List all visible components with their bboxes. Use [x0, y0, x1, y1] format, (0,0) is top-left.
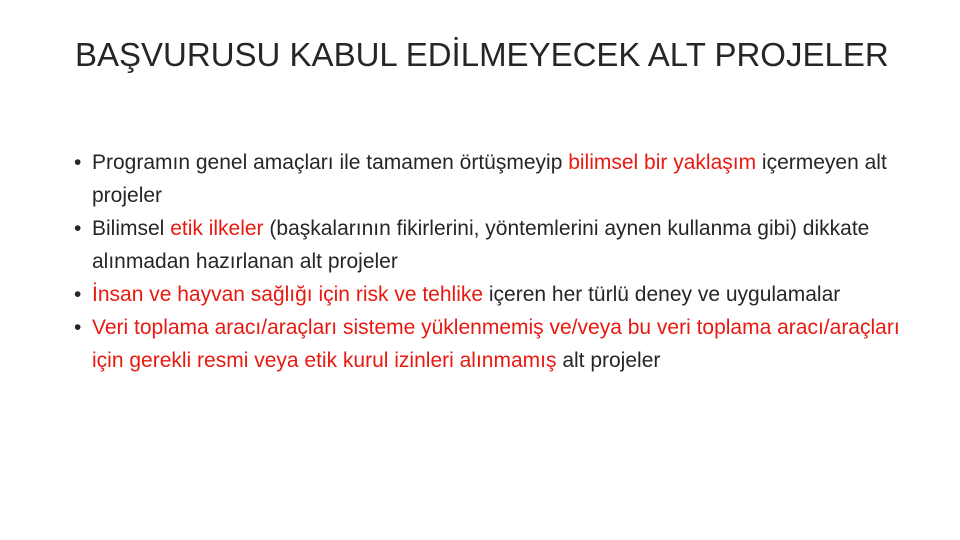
highlight-segment: etik ilkeler [170, 217, 264, 240]
text-segment: Bilimsel [92, 217, 171, 240]
bullet-item [74, 212, 914, 278]
bullet-list [74, 146, 914, 377]
highlight-segment: Veri toplama aracı/araçları sisteme yüklenmemiş ve/veya bu veri toplama aracı/araçları için gerekli resmi veya etik kurul izinleri alınmamış [92, 316, 900, 372]
bullet-item [74, 146, 914, 212]
highlight-segment: bilimsel bir yaklaşım [568, 151, 757, 174]
bullet-icon: • [74, 151, 82, 174]
text-segment: Programın genel amaçları ile tamamen örtüşmeyip [92, 151, 569, 174]
highlight-segment: İnsan ve hayvan sağlığı için risk ve tehlike [92, 283, 484, 306]
bullet-text [92, 316, 900, 372]
text-segment: içeren her türlü deney ve uygulamalar [483, 283, 841, 306]
bullet-text [92, 283, 840, 306]
text-segment: içermeyen alt projeler [92, 151, 887, 207]
bullet-icon: • [74, 316, 82, 339]
text-segment: alt projeler [556, 349, 661, 372]
bullet-icon: • [74, 283, 82, 306]
bullet-icon: • [74, 217, 82, 240]
bullet-text [92, 151, 887, 207]
bullet-item [74, 311, 914, 377]
bullet-text [92, 217, 869, 273]
bullet-item [74, 278, 914, 311]
text-segment: (başkalarının fikirlerini, yöntemlerini aynen kullanma gibi) dikkate alınmadan hazırlanan alt projeler [92, 217, 870, 273]
slide-title: BAŞVURUSU KABUL EDİLMEYECEK ALT PROJELER [75, 36, 889, 73]
